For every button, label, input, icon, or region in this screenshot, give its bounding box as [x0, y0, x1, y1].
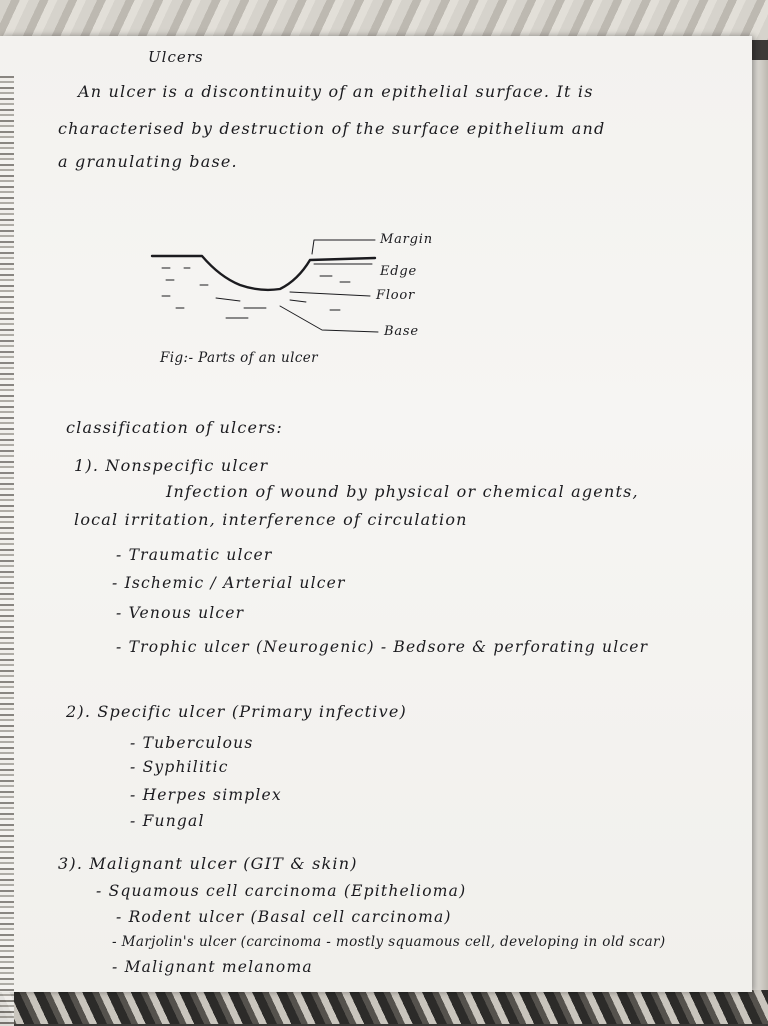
list-item: - Rodent ulcer (Basal cell carcinoma) [116, 908, 452, 926]
list-item: - Malignant melanoma [112, 958, 313, 976]
group-title: 3). Malignant ulcer (GIT & skin) [58, 854, 358, 873]
list-item: - Fungal [130, 812, 205, 830]
ulcer-surface-outline [152, 256, 375, 290]
background-fabric-top [0, 0, 768, 40]
list-item: - Ischemic / Arterial ulcer [112, 574, 346, 592]
list-item: - Squamous cell carcinoma (Epithelioma) [96, 882, 467, 900]
diagram-caption: Fig:- Parts of an ulcer [160, 350, 319, 366]
group-description-line: local irritation, interference of circulation [74, 510, 468, 529]
notebook-page [0, 36, 752, 992]
group-description-line: Infection of wound by physical or chemical agents, [166, 482, 639, 501]
diagram-label-margin: Margin [380, 232, 433, 247]
list-item: - Marjolin's ulcer (carcinoma - mostly squamous cell, developing in old scar) [112, 934, 666, 950]
group-title: 2). Specific ulcer (Primary infective) [66, 702, 407, 721]
classification-heading: classification of ulcers: [66, 418, 284, 437]
base-pointer [280, 306, 378, 332]
definition-line-1: An ulcer is a discontinuity of an epithelial surface. It is [78, 82, 594, 101]
diagram-label-base: Base [384, 324, 419, 339]
list-item: - Venous ulcer [116, 604, 245, 622]
ulcer-diagram [140, 222, 440, 347]
page-title: Ulcers [148, 48, 204, 66]
group-title: 1). Nonspecific ulcer [74, 456, 269, 475]
list-item: - Trophic ulcer (Neurogenic) - Bedsore & perforating ulcer [116, 638, 649, 656]
definition-line-3: a granulating base. [58, 152, 238, 171]
floor-pointer [290, 292, 370, 296]
diagram-label-edge: Edge [380, 264, 418, 279]
list-item: - Syphilitic [130, 758, 229, 776]
tissue-dashes [162, 268, 350, 318]
spiral-binding [0, 76, 14, 1026]
list-item: - Tuberculous [130, 734, 254, 752]
margin-pointer [312, 240, 375, 254]
diagram-label-floor: Floor [376, 288, 416, 303]
list-item: - Herpes simplex [130, 786, 282, 804]
definition-line-2: characterised by destruction of the surface epithelium and [58, 119, 606, 138]
list-item: - Traumatic ulcer [116, 546, 273, 564]
